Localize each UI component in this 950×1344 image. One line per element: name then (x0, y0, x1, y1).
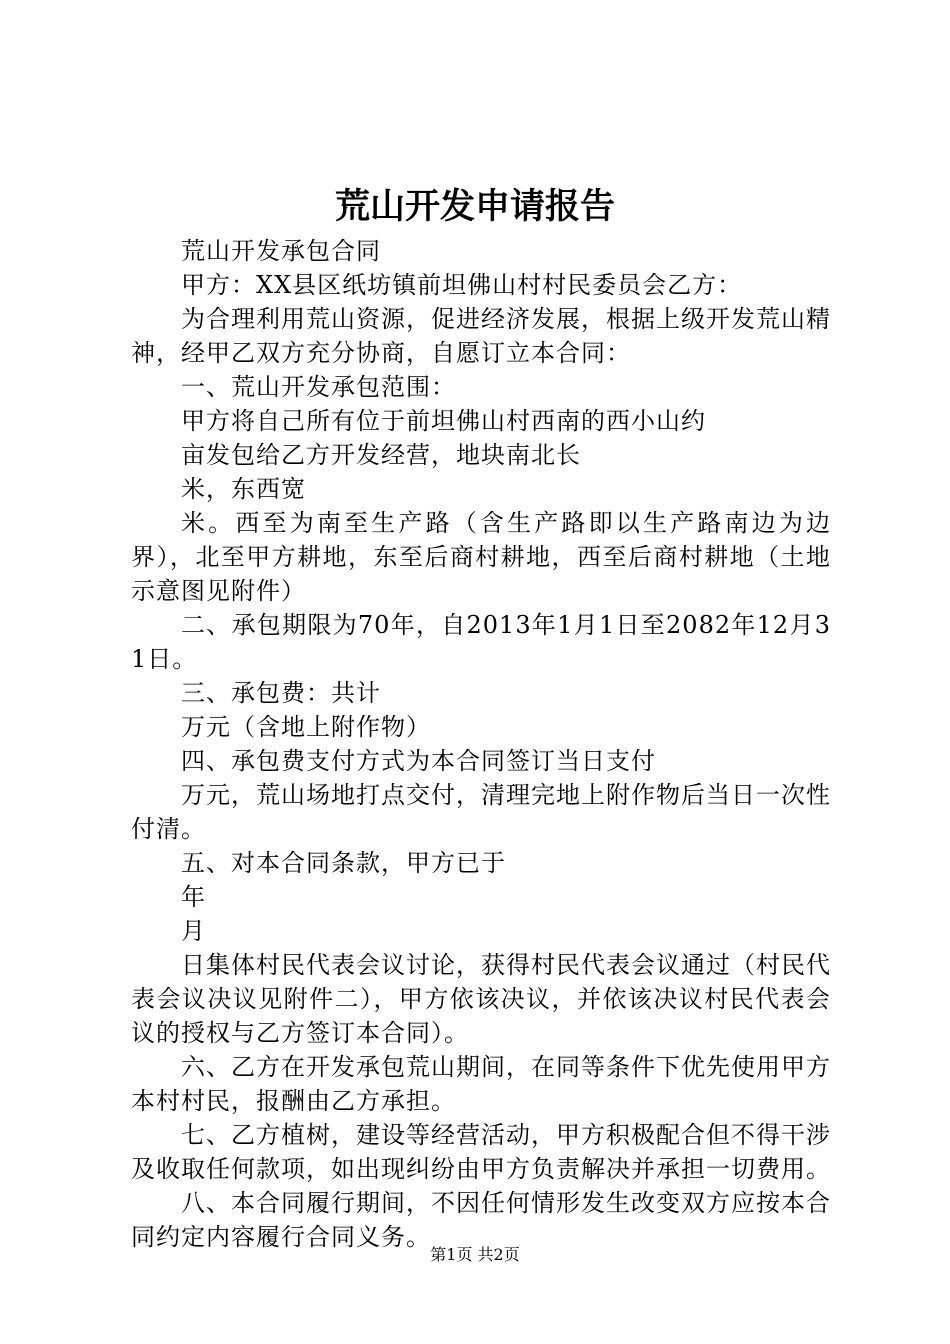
paragraph: 米。西至为南至生产路（含生产路即以生产路南边为边界），北至甲方耕地，东至后商村耕地，西至后商村耕地（土地示意图见附件） (131, 509, 831, 605)
paragraph: 荒山开发承包合同 (181, 237, 381, 265)
paragraph: 三、承包费：共计 (181, 679, 381, 707)
paragraph: 四、承包费支付方式为本合同签订当日支付 (181, 747, 656, 775)
paragraph: 七、乙方植树，建设等经营活动，甲方积极配合但不得干涉及收取任何款项，如出现纠纷由甲方负责解决并承担一切费用。 (131, 1121, 831, 1183)
paragraph: 亩发包给乙方开发经营，地块南北长 (181, 441, 581, 469)
page-footer: 第1页 共2页 (430, 1245, 520, 1264)
paragraph: 六、乙方在开发承包荒山期间，在同等条件下优先使用甲方本村村民，报酬由乙方承担。 (131, 1053, 831, 1115)
paragraph: 日集体村民代表会议讨论，获得村民代表会议通过（村民代表会议决议见附件二），甲方依该决议，并依该决议村民代表会议的授权与乙方签订本合同）。 (131, 951, 831, 1047)
paragraph: 八、本合同履行期间，不因任何情形发生改变双方应按本合同约定内容履行合同义务。 (131, 1189, 831, 1251)
document-body (131, 234, 831, 1254)
paragraph: 年 (181, 883, 206, 911)
page-title: 荒山开发申请报告 (334, 186, 615, 227)
paragraph: 为合理利用荒山资源，促进经济发展，根据上级开发荒山精神，经甲乙双方充分协商，自愿订立本合同： (131, 305, 831, 367)
paragraph: 万元（含地上附作物） (181, 713, 431, 741)
paragraph: 一、荒山开发承包范围： (181, 373, 456, 401)
paragraph: 甲方：XX县区纸坊镇前坦佛山村村民委员会乙方： (181, 271, 743, 299)
paragraph: 万元，荒山场地打点交付，清理完地上附作物后当日一次性付清。 (131, 781, 831, 843)
paragraph: 五、对本合同条款，甲方已于 (181, 849, 506, 877)
paragraph: 二、承包期限为70年，自2013年1月1日至2082年12月31日。 (131, 611, 831, 673)
paragraph: 甲方将自己所有位于前坦佛山村西南的西小山约 (181, 407, 706, 435)
paragraph: 米，东西宽 (181, 475, 306, 503)
paragraph: 月 (181, 917, 206, 945)
